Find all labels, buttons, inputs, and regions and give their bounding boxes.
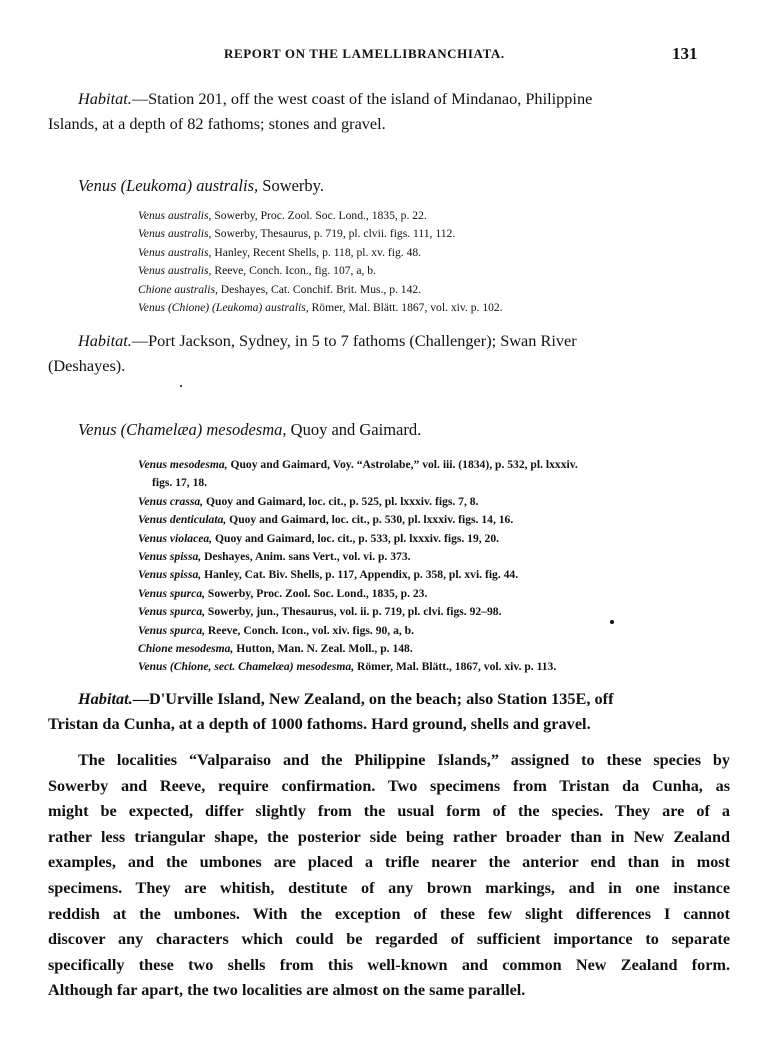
synonym-entry: Venus (Chione) (Leukoma) australis, Römer, Mal. Blätt. 1867, vol. xiv. p. 102.: [138, 301, 503, 315]
synonym-entry: Chione australis, Deshayes, Cat. Conchif. Brit. Mus., p. 142.: [138, 282, 422, 296]
habitat-label: Habitat.: [78, 89, 132, 108]
synonym-entry: Venus spurca, Reeve, Conch. Icon., vol. xiv. figs. 90, a, b.: [138, 623, 415, 637]
paragraph-line: examples, and the umbones are placed a trifle nearer the anterior end than in most: [48, 853, 730, 872]
paragraph-line: specifically these two shells from this well-known and common New Zealand form.: [48, 955, 730, 974]
paragraph-line: might be expected, differ slightly from the usual form of the species. They are of a: [48, 802, 730, 821]
page-header: [0, 44, 776, 68]
synonym-entry: Venus denticulata, Quoy and Gaimard, loc. cit., p. 530, pl. lxxxiv. figs. 14, 16.: [138, 513, 514, 527]
synonym-entry: Venus spurca, Sowerby, Proc. Zool. Soc. Lond., 1835, p. 23.: [138, 586, 428, 600]
habitat-text-cont: (Deshayes).: [48, 356, 126, 375]
synonymy-list-1: [138, 207, 738, 317]
synonym-entry: Venus violacea, Quoy and Gaimard, loc. cit., p. 533, pl. lxxxiv. figs. 19, 20.: [138, 531, 500, 545]
synonymy-list-2: [138, 456, 738, 677]
synonym-entry: Venus australis, Sowerby, Thesaurus, p. 719, pl. clvii. figs. 111, 112.: [138, 227, 456, 241]
running-title: REPORT ON THE LAMELLIBRANCHIATA.: [224, 46, 505, 61]
synonym-entry: Venus spissa, Deshayes, Anim. sans Vert., vol. vi. p. 373.: [138, 550, 411, 564]
author: Sowerby.: [262, 176, 324, 195]
habitat-text-cont: Islands, at a depth of 82 fathoms; stones and gravel.: [48, 114, 386, 133]
synonym-entry: Venus australis, Sowerby, Proc. Zool. Soc. Lond., 1835, p. 22.: [138, 209, 427, 222]
synonym-entry: Venus mesodesma, Quoy and Gaimard, Voy. “Astrolabe,” vol. iii. (1834), p. 532, pl. lxxxiv. figs. 17, 18.: [138, 458, 578, 490]
species-heading-1: [78, 176, 324, 196]
synonym-entry: Venus (Chione, sect. Chamelæa) mesodesma, Römer, Mal. Blätt., 1867, vol. xiv. p. 113.: [138, 660, 557, 674]
habitat-paragraph-2: [48, 328, 730, 378]
habitat-text: —Port Jackson, Sydney, in 5 to 7 fathoms (Challenger); Swan River: [131, 331, 577, 350]
habitat-label: Habitat.: [78, 689, 133, 708]
paragraph-line: rather less triangular shape, the posterior side being rather broader than in New Zealand: [48, 827, 730, 846]
habitat-text: —D'Urville Island, New Zealand, on the beach; also Station 135E, off: [132, 689, 614, 708]
paragraph-line: The localities “Valparaiso and the Philippine Islands,” assigned to these species by: [78, 751, 730, 769]
synonym-entry: Venus spissa, Hanley, Cat. Biv. Shells, p. 117, Appendix, p. 358, pl. xvi. fig. 44.: [138, 568, 519, 582]
epithet: australis,: [196, 176, 259, 195]
habitat-paragraph-3: [48, 686, 730, 736]
subgenus: (Leukoma): [120, 176, 193, 195]
species-heading-2: [78, 420, 421, 440]
synonym-entry: Venus spurca, Sowerby, jun., Thesaurus, vol. ii. p. 719, pl. clvi. figs. 92–98.: [138, 605, 502, 619]
epithet: mesodesma,: [206, 420, 287, 439]
habitat-label: Habitat.: [78, 331, 132, 350]
habitat-text-cont: Tristan da Cunha, at a depth of 1000 fathoms. Hard ground, shells and gravel.: [48, 714, 591, 733]
paragraph-line: Although far apart, the two localities are almost on the same parallel.: [48, 981, 526, 1000]
ink-speck: [610, 620, 614, 624]
habitat-text: —Station 201, off the west coast of the island of Mindanao, Philippine: [131, 89, 593, 108]
paragraph-line: reddish at the umbones. With the exception of these few slight differences I cannot: [48, 904, 730, 923]
ink-speck: [180, 385, 182, 387]
subgenus: (Chamelæa): [120, 420, 203, 439]
paragraph-line: Sowerby and Reeve, require confirmation. Two specimens from Tristan da Cunha, as: [48, 776, 730, 795]
genus: Venus: [78, 420, 117, 439]
synonym-entry: Venus australis, Reeve, Conch. Icon., fig. 107, a, b.: [138, 264, 376, 278]
author: Quoy and Gaimard.: [290, 420, 422, 439]
page-number: 131: [672, 44, 698, 63]
synonym-entry: Venus australis, Hanley, Recent Shells, p. 118, pl. xv. fig. 48.: [138, 245, 422, 259]
paragraph-line: discover any characters which could be regarded of sufficient importance to separate: [48, 930, 730, 949]
genus: Venus: [78, 176, 117, 195]
habitat-paragraph-1: [48, 86, 730, 136]
discussion-paragraph: [48, 748, 730, 1004]
synonym-entry: Chione mesodesma, Hutton, Man. N. Zeal. Moll., p. 148.: [138, 642, 413, 656]
synonym-entry: Venus crassa, Quoy and Gaimard, loc. cit., p. 525, pl. lxxxiv. figs. 7, 8.: [138, 494, 479, 508]
paragraph-line: specimens. They are whitish, destitute of any brown markings, and in one instance: [48, 878, 730, 897]
